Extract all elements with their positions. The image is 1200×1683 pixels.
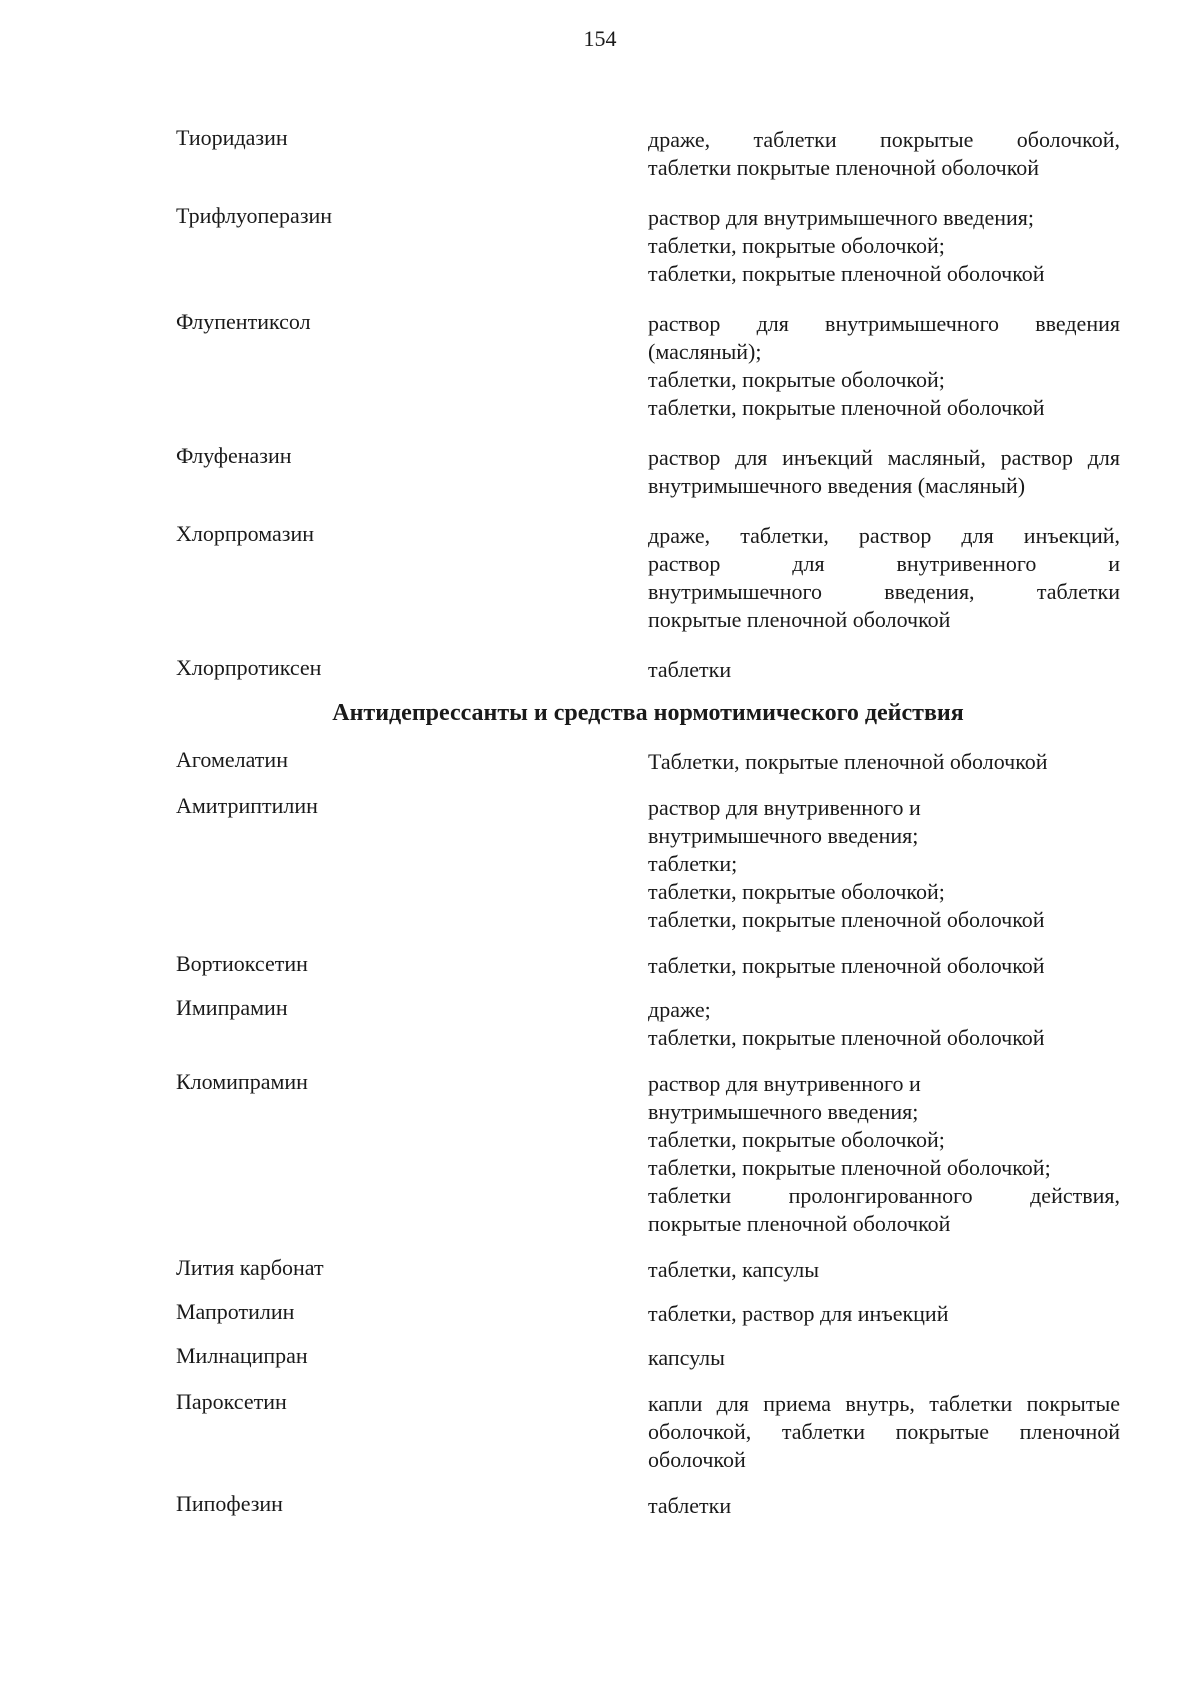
dosage-forms	[648, 996, 1120, 1052]
drug-row	[176, 1068, 1120, 1238]
dosage-form-line: (масляный);	[648, 339, 762, 364]
entries-after-section	[176, 746, 1120, 1520]
drug-name: Имипрамин	[176, 995, 288, 1020]
dosage-forms	[648, 204, 1120, 288]
drug-row	[176, 950, 1120, 980]
drug-list	[176, 124, 1120, 1520]
dosage-form-line: таблетки;	[648, 851, 738, 876]
dosage-form-line: капли для приема внутрь, таблетки покрытые	[648, 1391, 1120, 1416]
drug-row	[176, 994, 1120, 1052]
dosage-form-line: таблетки	[648, 1493, 732, 1518]
drug-name: Милнаципран	[176, 1343, 308, 1368]
dosage-form-line: внутримышечного введения;	[648, 823, 919, 848]
page-number: 154	[583, 26, 617, 51]
dosage-form-line: таблетки, покрытые пленочной оболочкой;	[648, 1155, 1051, 1180]
drug-row	[176, 1490, 1120, 1520]
dosage-form-line: таблетки, покрытые оболочкой;	[648, 879, 945, 904]
drug-row	[176, 1342, 1120, 1372]
drug-name: Флупентиксол	[176, 309, 311, 334]
dosage-form-line: таблетки, покрытые оболочкой;	[648, 233, 945, 258]
dosage-form-line: раствор для инъекций масляный, раствор для	[648, 445, 1120, 470]
drug-row	[176, 1254, 1120, 1284]
drug-name: Лития карбонат	[176, 1255, 324, 1280]
drug-row	[176, 442, 1120, 500]
dosage-form-line: раствор для внутримышечного введения;	[648, 205, 1035, 230]
dosage-forms	[648, 794, 1120, 934]
dosage-forms	[648, 522, 1120, 634]
drug-row	[176, 746, 1120, 776]
dosage-form-line: драже;	[648, 997, 711, 1022]
dosage-forms	[648, 952, 1120, 980]
dosage-forms	[648, 656, 1120, 684]
dosage-form-line: раствор для внутривенного и	[648, 795, 921, 820]
dosage-forms	[648, 1344, 1120, 1372]
dosage-form-line: таблетки, капсулы	[648, 1257, 819, 1282]
drug-row	[176, 792, 1120, 934]
drug-name: Вортиоксетин	[176, 951, 308, 976]
dosage-forms	[648, 1256, 1120, 1284]
dosage-form-line: таблетки пролонгированного действия,	[648, 1183, 1120, 1208]
dosage-forms	[648, 1070, 1120, 1238]
dosage-form-line: таблетки, покрытые пленочной оболочкой	[648, 395, 1045, 420]
dosage-form-line: таблетки, покрытые пленочной оболочкой	[648, 907, 1045, 932]
drug-row	[176, 1298, 1120, 1328]
dosage-form-line: таблетки, покрытые пленочной оболочкой	[648, 261, 1045, 286]
dosage-forms	[648, 1390, 1120, 1474]
section-title: Антидепрессанты и средства нормотимического действия	[332, 700, 964, 726]
drug-row	[176, 654, 1120, 684]
dosage-forms	[648, 748, 1120, 776]
dosage-forms	[648, 1300, 1120, 1328]
dosage-form-line: раствор для внутримышечного введения	[648, 311, 1120, 336]
dosage-form-line: таблетки, покрытые пленочной оболочкой	[648, 953, 1045, 978]
dosage-form-line: капсулы	[648, 1345, 725, 1370]
dosage-form-line: таблетки, покрытые пленочной оболочкой	[648, 1025, 1045, 1050]
dosage-forms	[648, 1492, 1120, 1520]
dosage-form-line: таблетки, покрытые оболочкой;	[648, 1127, 945, 1152]
dosage-form-line: таблетки	[648, 657, 732, 682]
dosage-form-line: внутримышечного введения (масляный)	[648, 473, 1026, 498]
drug-name: Амитриптилин	[176, 793, 318, 818]
dosage-form-line: оболочкой	[648, 1447, 746, 1472]
drug-name: Трифлуоперазин	[176, 203, 333, 228]
dosage-form-line: таблетки, покрытые оболочкой;	[648, 367, 945, 392]
drug-name: Хлорпромазин	[176, 521, 314, 546]
dosage-form-line: таблетки, раствор для инъекций	[648, 1301, 949, 1326]
drug-row	[176, 520, 1120, 634]
dosage-form-line: внутримышечного введения, таблетки	[648, 579, 1120, 604]
drug-name: Пипофезин	[176, 1491, 283, 1516]
drug-name: Мапротилин	[176, 1299, 295, 1324]
drug-name: Тиоридазин	[176, 125, 288, 150]
dosage-form-line: покрытые пленочной оболочкой	[648, 1211, 951, 1236]
drug-name: Агомелатин	[176, 747, 288, 772]
dosage-forms	[648, 444, 1120, 500]
dosage-form-line: Таблетки, покрытые пленочной оболочкой	[648, 749, 1048, 774]
dosage-form-line: покрытые пленочной оболочкой	[648, 607, 951, 632]
dosage-forms	[648, 126, 1120, 182]
drug-row	[176, 1388, 1120, 1474]
dosage-form-line: внутримышечного введения;	[648, 1099, 919, 1124]
dosage-forms	[648, 310, 1120, 422]
drug-name: Хлорпротиксен	[176, 655, 322, 680]
drug-row	[176, 124, 1120, 182]
drug-name: Флуфеназин	[176, 443, 292, 468]
dosage-form-line: раствор для внутривенного и	[648, 1071, 921, 1096]
dosage-form-line: оболочкой, таблетки покрытые пленочной	[648, 1419, 1120, 1444]
drug-row	[176, 202, 1120, 288]
dosage-form-line: раствор для внутривенного и	[648, 551, 1120, 576]
drug-name: Кломипрамин	[176, 1069, 308, 1094]
entries-before-section	[176, 124, 1120, 684]
dosage-form-line: драже, таблетки, раствор для инъекций,	[648, 523, 1120, 548]
drug-row	[176, 308, 1120, 422]
drug-name: Пароксетин	[176, 1389, 287, 1414]
dosage-form-line: таблетки покрытые пленочной оболочкой	[648, 155, 1040, 180]
dosage-form-line: драже, таблетки покрытые оболочкой,	[648, 127, 1120, 152]
